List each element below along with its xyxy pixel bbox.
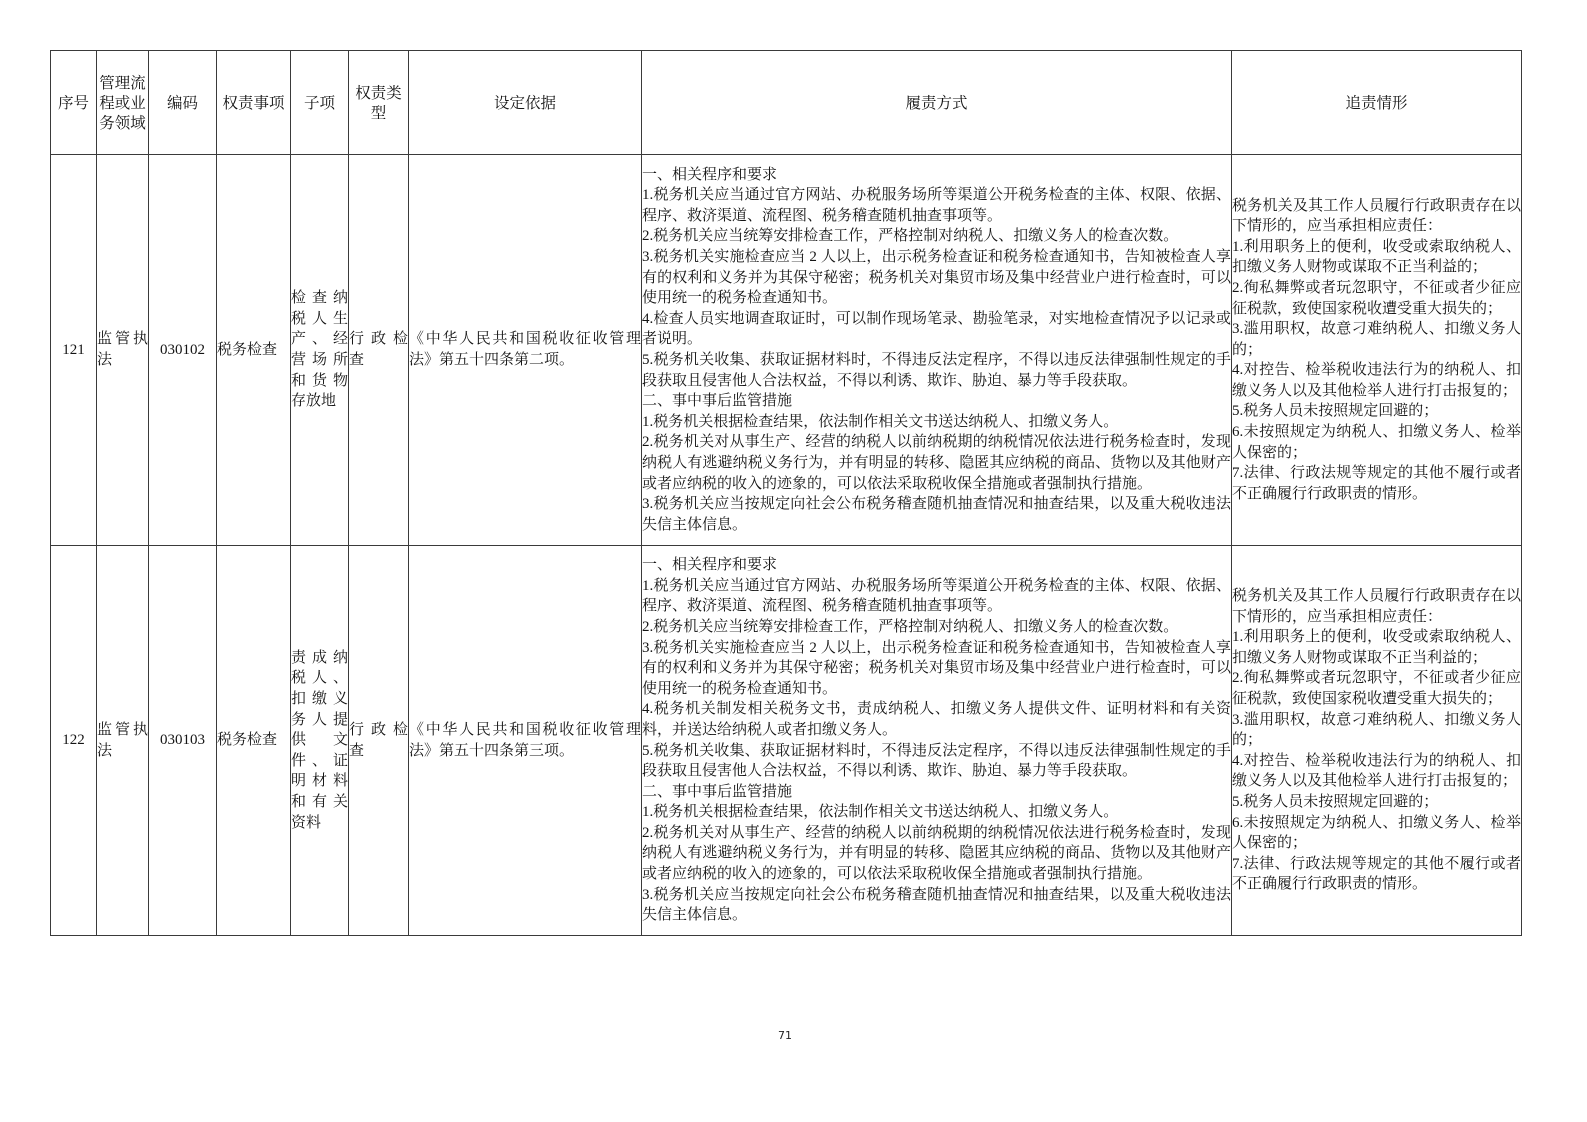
method-paragraph: 3.税务机关应当按规定向社会公布税务稽查随机抽查情况和抽查结果，以及重大税收违法失信主体信息。 xyxy=(642,496,1231,533)
method-paragraph: 1.税务机关应当通过官方网站、办税服务场所等渠道公开税务检查的主体、权限、依据、程序、救济渠道、流程图、税务稽查随机抽查事项等。 xyxy=(642,187,1231,224)
header-basis: 设定依据 xyxy=(409,51,642,155)
cell-method xyxy=(642,546,1232,936)
page-number: 71 xyxy=(778,1029,792,1042)
header-item: 权责事项 xyxy=(217,51,291,155)
accountability-item: 6.未按照规定为纳税人、扣缴义务人、检举人保密的； xyxy=(1232,424,1521,461)
cell-domain: 监管执法 xyxy=(97,546,149,936)
cell-code: 030103 xyxy=(149,546,217,936)
accountability-intro: 税务机关及其工作人员履行行政职责存在以下情形的，应当承担相应责任： xyxy=(1232,588,1521,625)
accountability-item: 2.徇私舞弊或者玩忽职守，不征或者少征应征税款，致使国家税收遭受重大损失的； xyxy=(1232,670,1521,708)
cell-seq: 121 xyxy=(51,155,97,546)
accountability-item: 6.未按照规定为纳税人、扣缴义务人、检举人保密的； xyxy=(1232,814,1521,852)
table-row xyxy=(51,546,1522,936)
cell-item: 税务检查 xyxy=(217,155,291,546)
responsibility-table xyxy=(50,50,1522,936)
accountability-item: 3.滥用职权，故意刁难纳税人、扣缴义务人的； xyxy=(1232,321,1521,358)
method-paragraph: 5.税务机关收集、获取证据材料时，不得违反法定程序，不得以违反法律强制性规定的手段获取且侵害他人合法权益，不得以利诱、欺诈、胁迫、暴力等手段获取。 xyxy=(642,352,1231,389)
header-domain: 管理流程或业务领域 xyxy=(97,51,149,155)
method-paragraph: 2.税务机关应当统筹安排检查工作，严格控制对纳税人、扣缴义务人的检查次数。 xyxy=(642,228,1179,245)
header-method: 履责方式 xyxy=(642,51,1232,155)
method-paragraph: 3.税务机关实施检查应当 2 人以上，出示税务检查证和税务检查通知书，告知被检查人享有的权利和义务并为其保守秘密；税务机关对集贸市场及集中经营业户进行检查时，可以使用统一的税务检查通知书。 xyxy=(642,639,1231,697)
method-paragraph: 5.税务机关收集、获取证据材料时，不得违反法定程序，不得以违反法律强制性规定的手段获取且侵害他人合法权益，不得以利诱、欺诈、胁迫、暴力等手段获取。 xyxy=(642,742,1231,780)
method-paragraph: 4.检查人员实地调查取证时，可以制作现场笔录、勘验笔录，对实地检查情况予以记录或者说明。 xyxy=(642,310,1231,348)
method-paragraph: 3.税务机关实施检查应当 2 人以上，出示税务检查证和税务检查通知书，告知被检查人享有的权利和义务并为其保守秘密；税务机关对集贸市场及集中经营业户进行检查时，可以使用统一的税务检查通知书。 xyxy=(642,249,1231,307)
accountability-item: 7.法律、行政法规等规定的其他不履行或者不正确履行行政职责的情形。 xyxy=(1232,465,1521,502)
accountability-intro: 税务机关及其工作人员履行行政职责存在以下情形的，应当承担相应责任： xyxy=(1232,197,1521,235)
method-paragraph: 1.税务机关根据检查结果，依法制作相关文书送达纳税人、扣缴义务人。 xyxy=(642,804,1119,821)
method-paragraph: 1.税务机关应当通过官方网站、办税服务场所等渠道公开税务检查的主体、权限、依据、程序、救济渠道、流程图、税务稽查随机抽查事项等。 xyxy=(642,577,1231,615)
method-paragraph: 3.税务机关应当按规定向社会公布税务稽查随机抽查情况和抽查结果，以及重大税收违法失信主体信息。 xyxy=(642,886,1231,924)
header-accountability: 追责情形 xyxy=(1232,51,1522,155)
accountability-item: 4.对控告、检举税收违法行为的纳税人、扣缴义务人以及其他检举人进行打击报复的； xyxy=(1232,752,1521,790)
cell-item: 税务检查 xyxy=(217,546,291,936)
cell-subitem: 检查纳税人生产、经营场所和货物存放地 xyxy=(291,155,349,546)
method-section-heading: 一、相关程序和要求 xyxy=(642,557,778,574)
cell-accountability xyxy=(1232,155,1522,546)
accountability-item: 2.徇私舞弊或者玩忽职守，不征或者少征应征税款，致使国家税收遭受重大损失的； xyxy=(1232,279,1521,317)
cell-basis: 《中华人民共和国税收征收管理法》第五十四条第二项。 xyxy=(409,155,642,546)
accountability-item: 4.对控告、检举税收违法行为的纳税人、扣缴义务人以及其他检举人进行打击报复的； xyxy=(1232,362,1521,399)
cell-domain: 监管执法 xyxy=(97,155,149,546)
cell-type: 行政检查 xyxy=(349,546,409,936)
cell-type: 行政检查 xyxy=(349,155,409,546)
cell-accountability xyxy=(1232,546,1522,936)
header-row xyxy=(51,51,1522,155)
method-paragraph: 2.税务机关对从事生产、经营的纳税人以前纳税期的纳税情况依法进行税务检查时，发现纳税人有逃避纳税义务行为，并有明显的转移、隐匿其应纳税的商品、货物以及其他财产或者应纳税的收入的迹象的，可以依法采取税收保全措施或者强制执行措施。 xyxy=(642,434,1231,492)
method-section-heading: 二、事中事后监管措施 xyxy=(642,393,793,410)
cell-subitem: 责成纳税人、扣缴义务人提供文件、证明材料和有关资料 xyxy=(291,546,349,936)
header-type: 权责类型 xyxy=(349,51,409,155)
method-paragraph: 2.税务机关应当统筹安排检查工作，严格控制对纳税人、扣缴义务人的检查次数。 xyxy=(642,618,1179,635)
accountability-item: 1.利用职务上的便利，收受或索取纳税人、扣缴义务人财物或谋取不正当利益的； xyxy=(1232,629,1521,666)
accountability-item: 1.利用职务上的便利，收受或索取纳税人、扣缴义务人财物或谋取不正当利益的； xyxy=(1232,238,1521,276)
accountability-item: 5.税务人员未按照规定回避的； xyxy=(1232,403,1439,420)
method-paragraph: 4.税务机关制发相关税务文书，责成纳税人、扣缴义务人提供文件、证明材料和有关资料，并送达给纳税人或者扣缴义务人。 xyxy=(642,701,1231,738)
header-seq: 序号 xyxy=(51,51,97,155)
accountability-item: 7.法律、行政法规等规定的其他不履行或者不正确履行行政职责的情形。 xyxy=(1232,855,1521,893)
header-subitem: 子项 xyxy=(291,51,349,155)
cell-method xyxy=(642,155,1232,546)
cell-seq: 122 xyxy=(51,546,97,936)
method-paragraph: 1.税务机关根据检查结果，依法制作相关文书送达纳税人、扣缴义务人。 xyxy=(642,413,1119,430)
method-section-heading: 二、事中事后监管措施 xyxy=(642,783,793,800)
cell-basis: 《中华人民共和国税收征收管理法》第五十四条第三项。 xyxy=(409,546,642,936)
cell-code: 030102 xyxy=(149,155,217,546)
table-row xyxy=(51,155,1522,546)
accountability-item: 3.滥用职权，故意刁难纳税人、扣缴义务人的； xyxy=(1232,711,1521,749)
method-section-heading: 一、相关程序和要求 xyxy=(642,166,778,183)
header-code: 编码 xyxy=(149,51,217,155)
method-paragraph: 2.税务机关对从事生产、经营的纳税人以前纳税期的纳税情况依法进行税务检查时，发现纳税人有逃避纳税义务行为，并有明显的转移、隐匿其应纳税的商品、货物以及其他财产或者应纳税的收入的迹象的，可以依法采取税收保全措施或者强制执行措施。 xyxy=(642,824,1231,883)
accountability-item: 5.税务人员未按照规定回避的； xyxy=(1232,793,1439,810)
